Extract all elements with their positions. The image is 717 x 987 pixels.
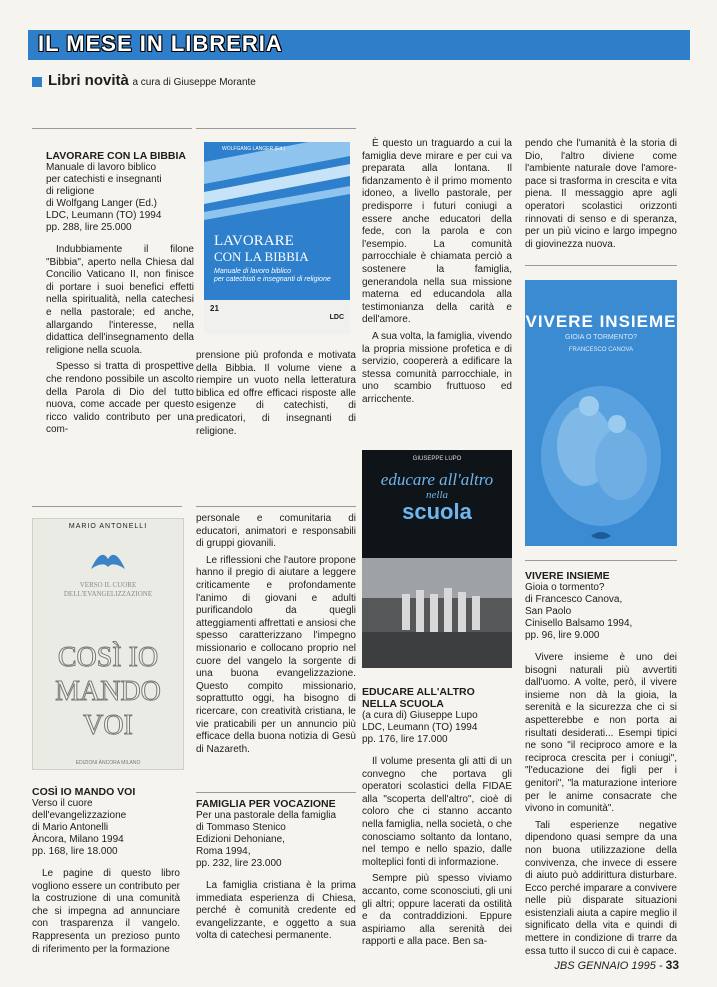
review-paragraph: Le pagine di questo libro vogliono essere un contributo per la costruzione di una comunità che si impegna ad annunciare con trasparenza il vangelo. Rappresenta un prezioso punto di riferimento per la formazione xyxy=(32,868,180,955)
cover-publisher: EDIZIONI ÀNCORA MILANO xyxy=(75,760,141,766)
book-cover-vivere xyxy=(525,280,677,546)
cover-title xyxy=(33,641,183,743)
book-publisher: LDC, Leumann (TO) 1994 xyxy=(362,722,478,733)
review-paragraph: Indubbiamente il filone "Bibbia", aperto nella Chiesa dal Concilio Vaticano II, non finisce di portare i suoi benefici effetti nella spiritualità, nella catechesi e nella pastorale; ed anche, allargando l'interesse, nella didattica dell'insegnamento della religione nella scuola. xyxy=(46,244,194,356)
cover-title xyxy=(214,234,309,264)
book-subtitle: Manuale di lavoro biblico xyxy=(46,162,157,173)
book-author: di Wolfgang Langer (Ed.) xyxy=(46,198,157,209)
book-author: di Mario Antonelli xyxy=(32,822,109,833)
book-price: pp. 176, lire 17.000 xyxy=(362,734,448,745)
rule xyxy=(196,506,356,507)
review-paragraph: È questo un traguardo a cui la famiglia deve mirare e per cui va preparata alla lontana. Il fidanzamento è il primo momento idoneo, a livello pastorale, per predisporre i futuri coniugi a essere anche educatori della fede, con la parola e con l'esempio. La comunità parrocchiale è chiamata perciò a sostenere la famiglia, generandola nella sua missione materna ed educandola alla testimonianza della carità e dell'amore. xyxy=(362,138,512,326)
book-cover-educare xyxy=(362,450,512,668)
book-details xyxy=(32,798,180,858)
book-publisher: Cinisello Balsamo 1994, xyxy=(525,618,633,629)
book-author: di Tommaso Stenico xyxy=(196,822,286,833)
cover-title-line: CON LA BIBBIA xyxy=(214,249,309,264)
rule xyxy=(196,128,356,129)
book-title xyxy=(362,686,512,710)
book-subtitle: di religione xyxy=(46,186,95,197)
cover-title-line: LAVORARE xyxy=(214,233,294,249)
cover-publisher: LDC xyxy=(329,314,344,321)
subsection-header xyxy=(32,72,256,89)
cover-title-line: MANDO xyxy=(55,676,161,707)
rule xyxy=(525,560,677,561)
page-number: 33 xyxy=(665,958,679,972)
book-details xyxy=(46,162,194,234)
review-paragraph: Sempre più spesso viviamo accanto, come sconosciuti, gli uni gli altri; oppure lacerati da ostilità e da contraddizioni. Eppure aspiriamo alla serenità dei rapporti e alla pace. Ben sa- xyxy=(362,873,512,948)
book-cover-cosi xyxy=(32,518,184,770)
book-price: pp. 168, lire 18.000 xyxy=(32,846,118,857)
cover-subtitle-line: Manuale di lavoro biblico xyxy=(214,268,292,275)
cover-author: FRANCESCO CANOVA xyxy=(568,347,634,353)
rule xyxy=(32,128,192,129)
book-price: pp. 232, lire 23.000 xyxy=(196,858,282,869)
book-cosi-text-cont xyxy=(196,513,356,760)
book-famiglia-info xyxy=(196,798,356,947)
book-author: di Francesco Canova, xyxy=(525,594,623,605)
book-publisher: Roma 1994, xyxy=(196,846,251,857)
review-paragraph: A sua volta, la famiglia, vivendo la propria missione profetica e di servizio, coopererà a edificare la stessa comunità parrocchiale, in uno scambio fruttuoso ed arricchente. xyxy=(362,330,512,405)
cover-photo xyxy=(362,558,512,668)
dove-icon xyxy=(33,541,183,581)
rule xyxy=(32,506,182,507)
cover-subtitle xyxy=(33,581,183,599)
book-publisher: LDC, Leumann (TO) 1994 xyxy=(46,210,162,221)
book-publisher: San Paolo xyxy=(525,606,572,617)
review-paragraph: La famiglia cristiana è la prima immediata esperienza di Chiesa, perché è comunità credente ed evangelizzante, e oggetto a sua volta di catechesi permanente. xyxy=(196,880,356,942)
cover-series-number: 21 xyxy=(210,304,219,313)
book-subtitle: Gioia o tormento? xyxy=(525,582,605,593)
book-vivere-info xyxy=(525,570,677,962)
book-bibbia-text-cont xyxy=(196,350,356,442)
book-cosi-info xyxy=(32,786,180,960)
cover-illustration xyxy=(525,366,677,546)
cover-author: WOLFGANG LANGER (Ed.) xyxy=(222,146,286,152)
book-title-line: NELLA SCUOLA xyxy=(362,698,444,710)
review-paragraph: pendo che l'umanità è la storia di Dio, l'altro diviene come l'ambiente naturale dove l'amore-pace si trasforma in crescita e vita piena. Il messaggio apre agli operatori scolastici orizzonti rinnovati di senso e di speranza, per un più vicino e largo impegno di giovinezza nuova. xyxy=(525,138,677,250)
subsection-title: Libri novità xyxy=(48,72,129,89)
book-bibbia-info xyxy=(46,150,194,441)
cover-title xyxy=(362,470,512,523)
book-author: (a cura di) Giuseppe Lupo xyxy=(362,710,478,721)
review-paragraph: prensione più profonda e motivata della Bibbia. Il volume viene a riempire un vuoto nella letteratura biblica ed offre efficaci risposte alle esigenze di catechisti, di predicatori, di insegnanti di religione. xyxy=(196,350,356,437)
review-paragraph: Le riflessioni che l'autore propone hanno il pregio di aiutare a leggere criticamente e profondamente l'animo di giovani e adulti purificandolo da quegli atteggiamenti affrettati e ansiosi che spesso caratterizzano l'impegno missionario e collocano proprio nel cuore del vangelo la sorgente di una buona evangelizzazione. Questo compito missionario, soprattutto oggi, ha bisogno di ricercare, con creatività cristiana, le vie praticabili per un annuncio più efficace della buona notizia di Gesù di Nazareth. xyxy=(196,554,356,755)
cover-title xyxy=(525,312,677,353)
book-famiglia-text-cont xyxy=(362,138,512,410)
book-title: VIVERE INSIEME xyxy=(525,570,610,582)
cover-author: MARIO ANTONELLI xyxy=(68,523,148,530)
book-subtitle: Per una pastorale della famiglia xyxy=(196,810,337,821)
cover-subtitle-line: per catechisti e insegnanti di religione xyxy=(214,276,331,283)
review-paragraph: Il volume presenta gli atti di un convegno che portava gli operatori scolastici della FIDAE alla "scoperta dell'altro", cioè di coloro che ci stanno accanto nella famiglia, nella società, o che conosciamo soltanto da lontano, nel tempo e nello spazio, dalle molteplici fonti di informazione. xyxy=(362,756,512,868)
cover-author: GIUSEPPE LUPO xyxy=(412,456,462,462)
book-educare-text-cont xyxy=(525,138,677,255)
book-subtitle: dell'evangelizzazione xyxy=(32,810,127,821)
review-paragraph: Spesso si tratta di prospettive che rendono possibile un ascolto della Parola di Dio del tutto nuova, come accade per questo ricco valido contributo per una com- xyxy=(46,361,194,436)
issue-info: JBS GENNAIO 1995 - xyxy=(554,960,663,972)
book-cover-bibbia xyxy=(204,142,350,334)
curator-credit: a cura di Giuseppe Morante xyxy=(132,77,256,88)
book-details xyxy=(525,582,677,642)
book-title: LAVORARE CON LA BIBBIA xyxy=(46,150,186,162)
cover-title-line: VIVERE INSIEME xyxy=(525,312,677,331)
cover-title-line: GIOIA O TORMENTO? xyxy=(565,334,637,341)
cover-title-line: VOI xyxy=(83,710,133,741)
review-paragraph: personale e comunitaria di educatori, animatori e responsabili di gruppi giovanili. xyxy=(196,513,356,550)
book-details xyxy=(362,710,512,746)
cover-title-line: educare all'altro xyxy=(380,470,494,489)
rule xyxy=(525,265,677,266)
cover-title-line: nella xyxy=(426,489,448,501)
square-bullet-icon xyxy=(32,77,42,87)
rule xyxy=(196,792,356,793)
book-subtitle: per catechisti e insegnanti xyxy=(46,174,162,185)
book-publisher: Àncora, Milano 1994 xyxy=(32,834,124,845)
book-title: FAMIGLIA PER VOCAZIONE xyxy=(196,798,336,810)
book-publisher: Edizioni Dehoniane, xyxy=(196,834,285,845)
cover-title-line: scuola xyxy=(402,499,472,524)
book-title-line: EDUCARE ALL'ALTRO xyxy=(362,686,475,698)
cover-subtitle xyxy=(214,268,331,284)
book-educare-info xyxy=(362,686,512,953)
section-band xyxy=(28,30,690,60)
book-title: COSÌ IO MANDO VOI xyxy=(32,786,136,798)
book-price: pp. 96, lire 9.000 xyxy=(525,630,600,641)
book-subtitle: Verso il cuore xyxy=(32,798,93,809)
cover-subtitle-line: DELL'EVANGELIZZAZIONE xyxy=(63,590,153,598)
review-paragraph: Tali esperienze negative dipendono quasi sempre da una non buona utilizzazione della convivenza, che invece di essere di aiuto può addirittura disturbare. Ecco perché imparare a convivere nelle più disparate situazioni esistenziali aiuta a capire meglio il significato della vita e quindi di mettere in condizione di trarre da essa tutto il succo di cui è capace. xyxy=(525,819,677,957)
review-paragraph: Vivere insieme è uno dei bisogni naturali più avvertiti dall'uomo. A volte, però, il vivere insieme non dà la gioia, la serenità e la sicurezza che ci si aspetterebbe e non porta ai risultati desiderati... Esempi tipici ne sono "il reciproco amore e la reciproca crescita per i coniugi", "l'educazione dei figli per i genitori", "la maturazione interiore per le anime consacrate che vivono in comunità". xyxy=(525,652,677,815)
book-price: pp. 288, lire 25.000 xyxy=(46,222,132,233)
book-details xyxy=(196,810,356,870)
page-footer xyxy=(554,958,679,972)
section-title: IL MESE IN LIBRERIA xyxy=(38,31,283,56)
cover-subtitle-line: VERSO IL CUORE xyxy=(79,581,137,589)
cover-title-line: COSÌ IO xyxy=(57,642,159,673)
